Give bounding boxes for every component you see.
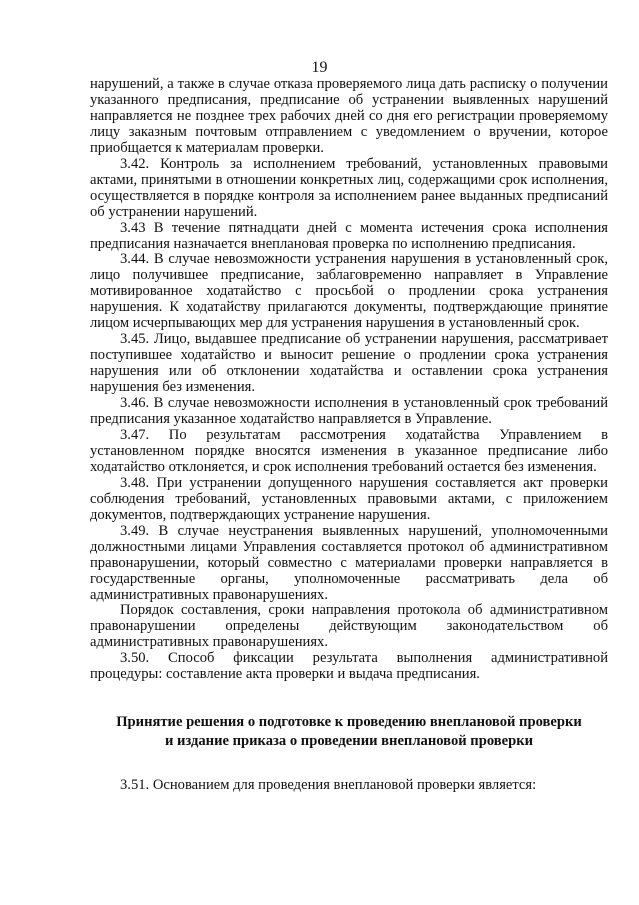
section-heading-line-1: Принятие решения о подготовке к проведению внеплановой проверки: [116, 714, 582, 731]
document-body: [90, 77, 608, 794]
page-number: 19: [311, 59, 328, 76]
paragraph-3-43: 3.43 В течение пятнадцати дней с момента истечения срока исполнения предписания назначается внеплановая проверка по исполнению предписания.: [90, 219, 608, 252]
paragraph-3-48: 3.48. При устранении допущенного нарушения составляется акт проверки соблюдения требований, установленных правовыми актами, с приложением документов, подтверждающих устранение нарушения.: [90, 474, 608, 523]
paragraph-3-44: 3.44. В случае невозможности устранения нарушения в установленный срок, лицо получившее предписание, заблаговременно направляет в Управление мотивированное ходатайство с просьбой о продлении срока устранения нарушения. К ходатайству прилагаются документы, подтверждающие принятие лицом исчерпывающих мер для устранения нарушения в установленный срок.: [90, 251, 608, 332]
paragraph-3-45: 3.45. Лицо, выдавшее предписание об устранении нарушения, рассматривает поступившее ходатайство и выносит решение о продлении срока устранения нарушения или об отклонении ходатайства и оставлении срока устранения нарушения без изменения.: [90, 331, 608, 396]
paragraph-3-49: 3.49. В случае неустранения выявленных нарушений, уполномоченными должностными лицами Управления составляется протокол об административном правонарушении, который совместно с материалами проверки направляется в государственные органы, уполномоченные рассматривать дела об административных правонарушениях.: [90, 522, 608, 603]
section-heading: [90, 713, 608, 750]
paragraph-3-50: 3.50. Способ фиксации результата выполнения административной процедуры: составление акта проверки и выдача предписания.: [90, 650, 608, 683]
paragraph-protocol-order: Порядок составления, сроки направления протокола об административном правонарушении определены действующим законодательством об административных правонарушениях.: [90, 602, 608, 651]
paragraph-3-46: 3.46. В случае невозможности исполнения в установленный срок требований предписания указанное ходатайство направляется в Управление.: [90, 395, 608, 428]
paragraph-3-47: 3.47. По результатам рассмотрения ходатайства Управлением в установленном порядке вносятся изменения в указанное предписание либо ходатайство отклоняется, и срок исполнения требований остается без изменения.: [90, 426, 608, 475]
paragraph-continuation: нарушений, а также в случае отказа проверяемого лица дать расписку о получении указанного предписания, предписание об устранении выявленных нарушений направляется не позднее трех рабочих дней со дня его регистрации проверяемому лицу заказным почтовым отправлением с уведомлением о вручении, которое приобщается к материалам проверки.: [90, 76, 608, 156]
section-heading-line-2: и издание приказа о проведении внеплановой проверки: [164, 732, 534, 749]
paragraph-3-51: 3.51. Основанием для проведения внеплановой проверки является:: [120, 777, 537, 794]
paragraph-3-42: 3.42. Контроль за исполнением требований, установленных правовыми актами, принятыми в отношении конкретных лиц, содержащими срок исполнения, осуществляется в порядке контроля за исполнением ранее выданных предписаний об устранении нарушений.: [90, 155, 608, 220]
